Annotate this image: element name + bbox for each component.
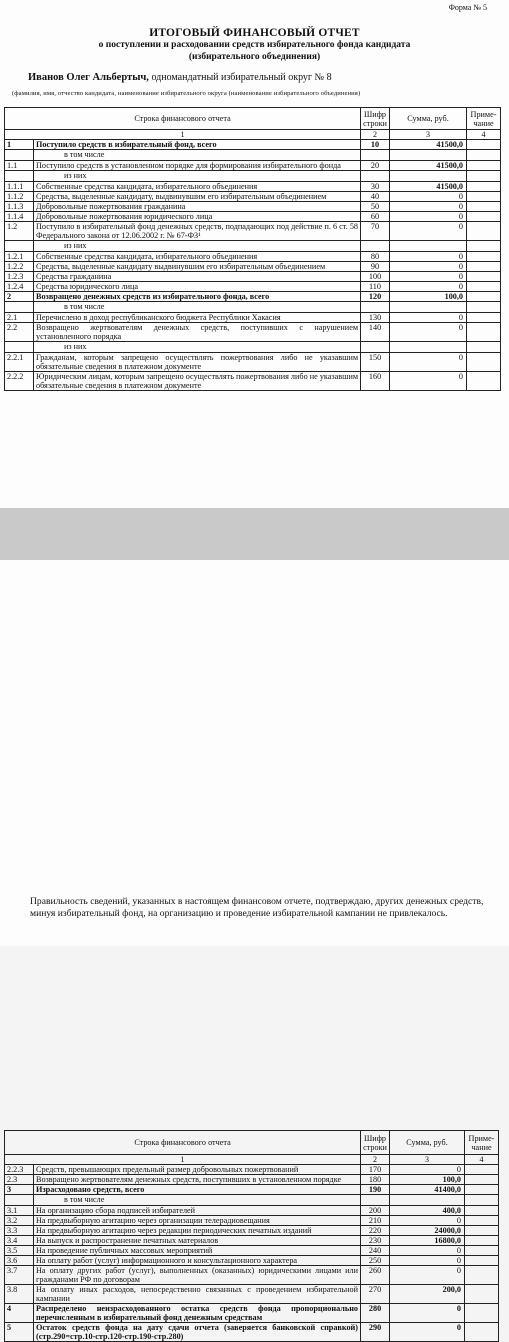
header-col-2: 2 — [361, 1155, 390, 1165]
table-row — [5, 192, 501, 202]
row-code: 180 — [361, 1175, 390, 1185]
header-col-1: 1 — [5, 1155, 361, 1165]
row-code: 140 — [361, 323, 390, 342]
row-sum — [390, 1195, 465, 1206]
row-description: На предвыборную агитацию через редакции периодических печатных изданий — [34, 1226, 361, 1236]
row-note — [465, 1226, 499, 1236]
table-row — [5, 1266, 499, 1285]
row-number: 3.8 — [5, 1285, 34, 1304]
row-note — [467, 302, 501, 313]
table-row — [5, 1165, 499, 1175]
row-note — [467, 272, 501, 282]
row-number: 3.4 — [5, 1236, 34, 1246]
table-row — [5, 150, 501, 161]
page-gap — [0, 508, 509, 560]
table-row — [5, 222, 501, 241]
row-number: 2.3 — [5, 1175, 34, 1185]
row-code: 90 — [361, 262, 390, 272]
row-sum — [390, 342, 467, 353]
row-sum: 41500,0 — [390, 161, 467, 171]
table-row — [5, 1216, 499, 1226]
row-code: 230 — [361, 1236, 390, 1246]
table-row — [5, 342, 501, 353]
row-note — [467, 353, 501, 372]
row-description: Средства, выделенные кандидату выдвинувшим его избирательным объединением — [34, 262, 361, 272]
table-row — [5, 282, 501, 292]
row-code: 20 — [361, 161, 390, 171]
header-note: Приме-чание — [467, 108, 501, 130]
row-description: Средства юридического лица — [34, 282, 361, 292]
row-code — [361, 241, 390, 252]
header-col-3: 3 — [390, 130, 467, 140]
row-description: На проведение публичных массовых мероприятий — [34, 1246, 361, 1256]
table-row — [5, 241, 501, 252]
row-description: в том числе — [34, 1195, 361, 1206]
row-note — [465, 1216, 499, 1226]
header-line: Строка финансового отчета — [5, 1131, 361, 1155]
row-number: 2.2.3 — [5, 1165, 34, 1175]
row-description: Израсходовано средств, всего — [34, 1185, 361, 1195]
row-sum: 0 — [390, 262, 467, 272]
row-code — [361, 150, 390, 161]
row-code: 130 — [361, 313, 390, 323]
row-description: Гражданам, которым запрещено осуществлять пожертвования либо не указавшим обязательные сведения в платежном документе — [34, 353, 361, 372]
row-note — [465, 1185, 499, 1195]
row-note — [467, 161, 501, 171]
header-line: Строка финансового отчета — [5, 108, 361, 130]
row-note — [467, 222, 501, 241]
row-code: 80 — [361, 252, 390, 262]
row-code: 270 — [361, 1285, 390, 1304]
row-sum — [390, 241, 467, 252]
row-sum: 100,0 — [390, 1175, 465, 1185]
row-note — [467, 182, 501, 192]
row-number: 2.2 — [5, 323, 34, 342]
row-description: в том числе — [34, 150, 361, 161]
row-note — [467, 241, 501, 252]
table-row — [5, 353, 501, 372]
row-number: 1.1.2 — [5, 192, 34, 202]
row-sum: 0 — [390, 192, 467, 202]
row-number: 1.2.1 — [5, 252, 34, 262]
candidate-line — [28, 72, 332, 83]
row-description: Распределено неизрасходованного остатка средств фонда пропорционально перечисленным в избирательный фонд денежным средствам — [34, 1304, 361, 1323]
row-sum: 0 — [390, 272, 467, 282]
row-number: 1.2.2 — [5, 262, 34, 272]
header-note: Приме-чание — [465, 1131, 499, 1155]
table-row — [5, 272, 501, 282]
row-description: из них — [34, 171, 361, 182]
table-row — [5, 1236, 499, 1246]
row-number: 3.2 — [5, 1216, 34, 1226]
report-title: ИТОГОВЫЙ ФИНАНСОВЫЙ ОТЧЕТ — [149, 27, 360, 39]
row-number: 1.2 — [5, 222, 34, 241]
row-sum: 0 — [390, 222, 467, 241]
row-note — [467, 262, 501, 272]
row-number: 3.7 — [5, 1266, 34, 1285]
row-sum: 0 — [390, 1165, 465, 1175]
row-code: 150 — [361, 353, 390, 372]
row-code: 30 — [361, 182, 390, 192]
row-number — [5, 241, 34, 252]
row-sum — [390, 150, 467, 161]
row-note — [465, 1256, 499, 1266]
row-note — [465, 1236, 499, 1246]
row-number: 1.2.4 — [5, 282, 34, 292]
row-description: Возвращено жертвователям денежных средств, поступивших в установленном порядке — [34, 1175, 361, 1185]
row-sum: 0 — [390, 1246, 465, 1256]
table-row — [5, 302, 501, 313]
header-sum: Сумма, руб. — [390, 108, 467, 130]
table-row — [5, 1285, 499, 1304]
table-row — [5, 171, 501, 182]
row-note — [467, 171, 501, 182]
row-number: 2.1 — [5, 313, 34, 323]
row-sum: 41400,0 — [390, 1185, 465, 1195]
row-note — [465, 1285, 499, 1304]
row-code: 40 — [361, 192, 390, 202]
row-code: 60 — [361, 212, 390, 222]
row-sum: 200,0 — [390, 1285, 465, 1304]
report-subtitle-2: (избирательного объединения) — [188, 52, 321, 62]
table-row — [5, 140, 501, 150]
row-code: 250 — [361, 1256, 390, 1266]
row-description: На оплату работ (услуг) информационного и консультационного характера — [34, 1256, 361, 1266]
row-description: Собственные средства кандидата, избирательного объединения — [34, 252, 361, 262]
row-number: 5 — [5, 1323, 34, 1342]
row-number: 1 — [5, 140, 34, 150]
row-number: 1.1.4 — [5, 212, 34, 222]
row-description: Средства, выделенные кандидату, выдвинувшим его избирательным объединением — [34, 192, 361, 202]
row-note — [465, 1323, 499, 1342]
row-code: 70 — [361, 222, 390, 241]
table-row — [5, 212, 501, 222]
row-description: Остаток средств фонда на дату сдачи отчета (заверяется банковской справкой) (стр.290=стр.10-стр.120-стр.190-стр.280) — [34, 1323, 361, 1342]
table-row — [5, 1226, 499, 1236]
row-note — [465, 1266, 499, 1285]
table-row — [5, 202, 501, 212]
row-note — [467, 372, 501, 391]
row-note — [465, 1246, 499, 1256]
row-description: Средств, превышающих предельный размер добровольных пожертвований — [34, 1165, 361, 1175]
row-sum: 0 — [390, 372, 467, 391]
finance-table-2 — [4, 1130, 499, 1342]
row-description: Добровольные пожертвования гражданина — [34, 202, 361, 212]
row-note — [465, 1195, 499, 1206]
table-row — [5, 1304, 499, 1323]
row-code: 260 — [361, 1266, 390, 1285]
table-row — [5, 1175, 499, 1185]
row-note — [465, 1165, 499, 1175]
row-description: На оплату других работ (услуг), выполненных (оказанных) юридическими лицами или гражданами РФ по договорам — [34, 1266, 361, 1285]
table-1-body — [5, 140, 501, 391]
row-code: 280 — [361, 1304, 390, 1323]
candidate-name: Иванов Олег Альбертыч, — [28, 72, 149, 83]
row-sum: 16800,0 — [390, 1236, 465, 1246]
row-description: Собственные средства кандидата, избирательного объединения — [34, 182, 361, 192]
row-code: 210 — [361, 1216, 390, 1226]
footer-statement: Правильность сведений, указанных в настоящем финансовом отчете, подтверждаю, других денежных средств, минуя избирательный фонд, на организацию и проведение избирательной кампании не привлекалось. — [30, 896, 484, 919]
row-code: 100 — [361, 272, 390, 282]
row-sum: 0 — [390, 313, 467, 323]
table-row — [5, 313, 501, 323]
table-row — [5, 262, 501, 272]
row-note — [465, 1175, 499, 1185]
row-note — [465, 1304, 499, 1323]
row-note — [467, 202, 501, 212]
row-code: 10 — [361, 140, 390, 150]
finance-table-1 — [4, 107, 501, 391]
table-row — [5, 1185, 499, 1195]
row-description: Добровольные пожертвования юридического лица — [34, 212, 361, 222]
row-note — [467, 140, 501, 150]
row-code — [361, 1195, 390, 1206]
row-note — [467, 342, 501, 353]
table-row — [5, 161, 501, 171]
row-code: 240 — [361, 1246, 390, 1256]
row-description: Поступило в избирательный фонд денежных средств, подпадающих под действие п. 6 ст. 58 Федерального закона от 12.06.2002 г. № 67-ФЗ¹ — [34, 222, 361, 241]
table-row — [5, 292, 501, 302]
row-number — [5, 150, 34, 161]
row-code: 110 — [361, 282, 390, 292]
table-row — [5, 372, 501, 391]
row-sum: 400,0 — [390, 1206, 465, 1216]
row-description: Средства гражданина — [34, 272, 361, 282]
row-note — [467, 252, 501, 262]
row-sum: 0 — [390, 323, 467, 342]
row-sum: 0 — [390, 252, 467, 262]
row-note — [465, 1206, 499, 1216]
row-description: Поступило средств в избирательный фонд, всего — [34, 140, 361, 150]
row-description: На выпуск и распространение печатных материалов — [34, 1236, 361, 1246]
row-code: 160 — [361, 372, 390, 391]
header-code: Шифр строки — [361, 108, 390, 130]
row-code: 200 — [361, 1206, 390, 1216]
row-number — [5, 1195, 34, 1206]
row-description: Возвращено денежных средств из избирательного фонда, всего — [34, 292, 361, 302]
row-sum: 0 — [390, 1304, 465, 1323]
header-sum: Сумма, руб. — [390, 1131, 465, 1155]
row-note — [467, 192, 501, 202]
header-col-2: 2 — [361, 130, 390, 140]
header-col-1: 1 — [5, 130, 361, 140]
row-sum: 24000,0 — [390, 1226, 465, 1236]
row-sum: 0 — [390, 1266, 465, 1285]
row-code — [361, 171, 390, 182]
row-sum — [390, 171, 467, 182]
row-code — [361, 342, 390, 353]
row-number: 1.1.1 — [5, 182, 34, 192]
table-row — [5, 1195, 499, 1206]
table-2-body — [5, 1165, 499, 1342]
row-description: На организацию сбора подписей избирателей — [34, 1206, 361, 1216]
row-description: из них — [34, 241, 361, 252]
table-row — [5, 1256, 499, 1266]
candidate-hint: (фамилия, имя, отчество кандидата, наименование избирательного округа (наименование избирательного объединения) — [12, 90, 361, 97]
row-sum — [390, 302, 467, 313]
row-number: 3.1 — [5, 1206, 34, 1216]
row-number — [5, 171, 34, 182]
report-page-1 — [0, 0, 509, 508]
table-row — [5, 1323, 499, 1342]
row-number: 1.1.3 — [5, 202, 34, 212]
row-number: 2.2.1 — [5, 353, 34, 372]
row-number — [5, 302, 34, 313]
row-number: 2.2.2 — [5, 372, 34, 391]
row-code: 50 — [361, 202, 390, 212]
header-col-4: 4 — [465, 1155, 499, 1165]
row-note — [467, 212, 501, 222]
row-description: в том числе — [34, 302, 361, 313]
row-number — [5, 342, 34, 353]
row-note — [467, 150, 501, 161]
row-sum: 100,0 — [390, 292, 467, 302]
row-number: 2 — [5, 292, 34, 302]
row-number: 4 — [5, 1304, 34, 1323]
row-description: Юридическим лицам, которым запрещено осуществлять пожертвования либо не указавшим обязательные сведения в платежном документе — [34, 372, 361, 391]
row-number: 3.3 — [5, 1226, 34, 1236]
row-code: 220 — [361, 1226, 390, 1236]
row-code: 120 — [361, 292, 390, 302]
row-note — [467, 313, 501, 323]
row-sum: 41500,0 — [390, 140, 467, 150]
header-col-4: 4 — [467, 130, 501, 140]
row-note — [467, 292, 501, 302]
report-page-2 — [0, 560, 509, 1341]
row-description: из них — [34, 342, 361, 353]
row-description: Перечислено в доход республиканского бюджета Республики Хакасия — [34, 313, 361, 323]
header-code: Шифр строки — [361, 1131, 390, 1155]
row-sum: 0 — [390, 1323, 465, 1342]
row-number: 1.2.3 — [5, 272, 34, 282]
row-sum: 0 — [390, 282, 467, 292]
row-number: 3.6 — [5, 1256, 34, 1266]
row-description: На предвыборную агитацию через организации телерадиовещания — [34, 1216, 361, 1226]
table-row — [5, 1246, 499, 1256]
header-col-3: 3 — [390, 1155, 465, 1165]
row-description: На оплату иных расходов, непосредственно связанных с проведением избирательной кампании — [34, 1285, 361, 1304]
row-code: 190 — [361, 1185, 390, 1195]
row-code: 170 — [361, 1165, 390, 1175]
candidate-district: одномандатный избирательный округ № 8 — [148, 72, 332, 83]
row-note — [467, 323, 501, 342]
row-description: Поступило средств в установленном порядке для формирования избирательного фонда — [34, 161, 361, 171]
row-number: 3 — [5, 1185, 34, 1195]
row-sum: 0 — [390, 353, 467, 372]
row-sum: 0 — [390, 202, 467, 212]
table-row — [5, 1206, 499, 1216]
row-code: 290 — [361, 1323, 390, 1342]
table-row — [5, 323, 501, 342]
row-sum: 0 — [390, 1256, 465, 1266]
row-number: 3.5 — [5, 1246, 34, 1256]
row-sum: 41500,0 — [390, 182, 467, 192]
table-row — [5, 252, 501, 262]
row-note — [467, 282, 501, 292]
row-description: Возвращено жертвователям денежных средств, поступивших с нарушением установленного порядка — [34, 323, 361, 342]
form-number: Форма № 5 — [448, 3, 487, 12]
row-code — [361, 302, 390, 313]
row-sum: 0 — [390, 1216, 465, 1226]
report-subtitle: о поступлении и расходовании средств избирательного фонда кандидата — [98, 40, 411, 50]
row-sum: 0 — [390, 212, 467, 222]
table-row — [5, 182, 501, 192]
row-number: 1.1 — [5, 161, 34, 171]
